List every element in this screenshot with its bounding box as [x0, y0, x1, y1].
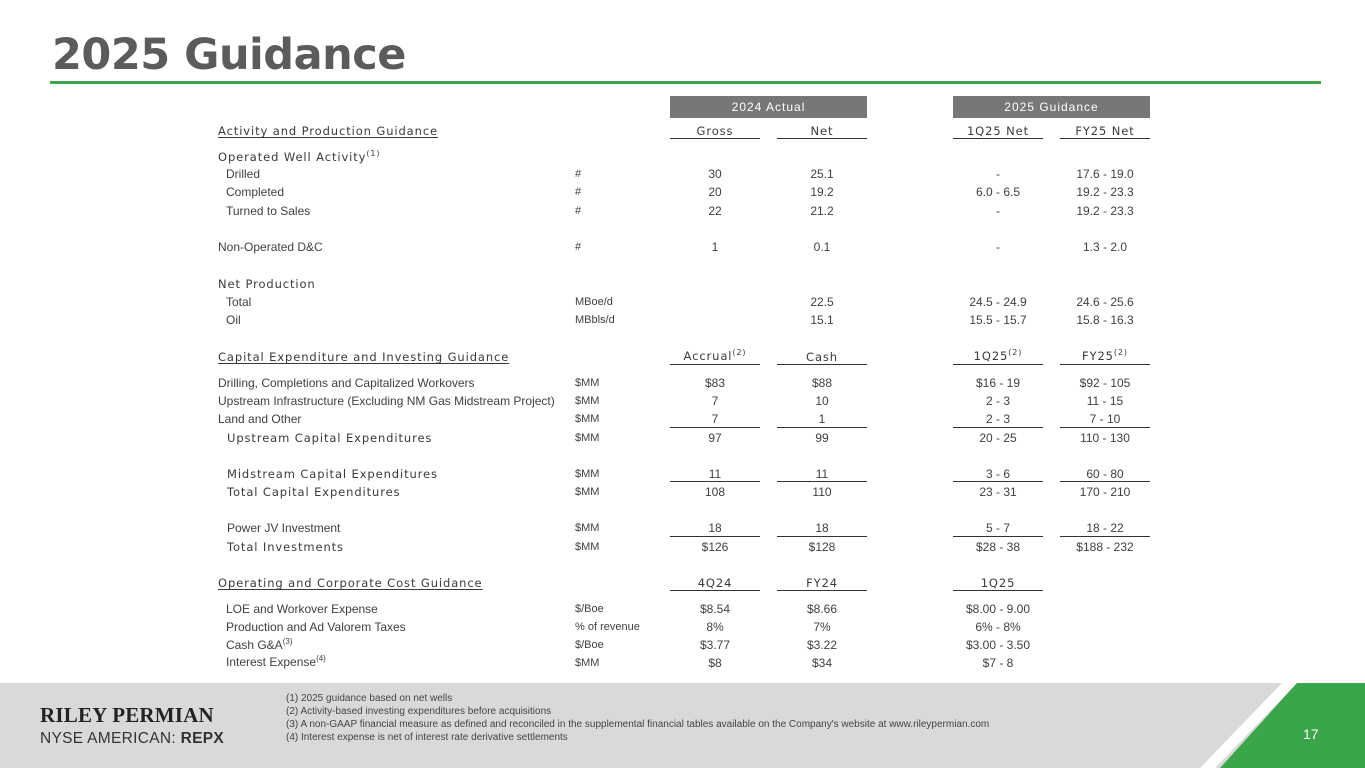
row-label: LOE and Workover Expense — [226, 602, 378, 616]
value-cash: $88 — [811, 376, 833, 390]
value-fy25: $188 - 232 — [1076, 540, 1134, 554]
row-unit: $MM — [575, 432, 600, 444]
row-label: Drilled — [226, 167, 261, 181]
row-label: Midstream Capital Expenditures — [227, 467, 438, 481]
value-1q25: 6% - 8% — [975, 620, 1021, 634]
underline — [777, 481, 867, 482]
row-label: Total Investments — [227, 540, 344, 554]
underline — [670, 536, 760, 537]
value-fy25: 7 - 10 — [1089, 412, 1121, 426]
value-gross: 20 — [708, 185, 722, 199]
row-unit: $MM — [575, 413, 600, 425]
value-net: 25.1 — [810, 167, 834, 181]
row-unit: MBbls/d — [575, 314, 615, 326]
company-logo: RILEY PERMIAN — [40, 703, 214, 727]
value-net: 22.5 — [810, 295, 834, 309]
underline — [777, 536, 867, 537]
value-1q25: 5 - 7 — [985, 521, 1010, 535]
value-accrual: $83 — [704, 376, 726, 390]
banner-2024-actual: 2024 Actual — [670, 96, 867, 118]
row-unit: # — [575, 241, 582, 253]
capex-section-header: Capital Expenditure and Investing Guidance — [218, 350, 510, 364]
value-gross: 30 — [708, 167, 722, 181]
value-cash: 18 — [815, 521, 829, 535]
row-unit: # — [575, 168, 582, 180]
value-cash: $128 — [808, 540, 836, 554]
underline — [1060, 536, 1150, 537]
row-label: Upstream Infrastructure (Excluding NM Gas Midstream Project) — [218, 394, 555, 408]
col-cash: Cash — [806, 350, 838, 364]
underline — [953, 427, 1043, 428]
col-accrual: Accrual$^{(2)}$ — [683, 348, 747, 363]
underline — [670, 481, 760, 482]
value-cash: 110 — [812, 485, 832, 499]
row-label: Non-Operated D&C — [218, 240, 323, 254]
value-fy25: 11 - 15 — [1086, 394, 1124, 408]
activity-section-header: Activity and Production Guidance — [218, 124, 439, 138]
row-unit: # — [575, 186, 582, 198]
value-cash: 99 — [815, 431, 829, 445]
value-1q25: $16 - 19 — [975, 376, 1021, 390]
row-label: Interest Expense$^{(4)}$ — [226, 654, 326, 669]
value-cash: 1 — [818, 412, 826, 426]
underline — [777, 138, 867, 139]
value-accrual: 97 — [708, 431, 722, 445]
row-unit: $MM — [575, 377, 600, 389]
value-1q25: $7 - 8 — [982, 656, 1014, 670]
value-net: 15.1 — [810, 313, 834, 327]
row-unit: # — [575, 205, 582, 217]
underline — [1060, 364, 1150, 365]
row-unit: $MM — [575, 541, 600, 553]
value-fy25: 170 - 210 — [1079, 485, 1131, 499]
value-fy25: 24.6 - 25.6 — [1076, 295, 1134, 309]
value-accrual: 11 — [708, 467, 722, 481]
row-label: Turned to Sales — [226, 204, 311, 218]
row-unit: $/Boe — [575, 639, 604, 651]
value-1q25: 2 - 3 — [985, 412, 1010, 426]
value-1q25: 24.5 - 24.9 — [969, 295, 1027, 309]
underline — [670, 364, 760, 365]
underline — [670, 138, 760, 139]
row-unit: $MM — [575, 395, 600, 407]
title-rule — [50, 81, 1321, 84]
row-unit: $MM — [575, 486, 600, 498]
ticker-label: NYSE AMERICAN: REPX — [40, 730, 225, 747]
value-gross: 22 — [708, 204, 722, 218]
value-1q25: 23 - 31 — [979, 485, 1017, 499]
value-fy25: 19.2 - 23.3 — [1076, 185, 1134, 199]
row-label: Oil — [226, 313, 241, 327]
row-label: Total Capital Expenditures — [227, 485, 401, 499]
value-1q25: 20 - 25 — [979, 431, 1017, 445]
value-1q25: - — [996, 204, 1000, 218]
page-title: 2025 Guidance — [52, 30, 406, 80]
col-fy25: FY25$^{(2)}$ — [1082, 348, 1128, 363]
value-fy24: $3.22 — [806, 638, 838, 652]
underline — [777, 364, 867, 365]
row-label: Land and Other — [218, 412, 302, 426]
row-label: Completed — [226, 185, 285, 199]
underline — [777, 590, 867, 591]
value-fy25: $92 - 105 — [1079, 376, 1131, 390]
col-1q25: 1Q25$^{(2)}$ — [973, 348, 1023, 363]
value-fy25: 19.2 - 23.3 — [1076, 204, 1134, 218]
underline — [1060, 138, 1150, 139]
underline — [953, 590, 1043, 591]
row-label: Upstream Capital Expenditures — [227, 431, 433, 445]
value-4q24: $3.77 — [699, 638, 731, 652]
underline — [953, 536, 1043, 537]
opex-section-header: Operating and Corporate Cost Guidance — [218, 576, 483, 590]
page-number: 17 — [1303, 726, 1319, 742]
value-cash: 11 — [815, 467, 829, 481]
value-net: 19.2 — [810, 185, 834, 199]
row-label: Total — [226, 295, 252, 309]
row-unit: % of revenue — [575, 621, 640, 633]
value-1q25: 15.5 - 15.7 — [969, 313, 1027, 327]
value-gross: 1 — [711, 240, 719, 254]
col-fy25-net: FY25 Net — [1075, 124, 1135, 138]
value-accrual: 7 — [711, 394, 719, 408]
col-fy24: FY24 — [806, 576, 838, 590]
value-fy25: 1.3 - 2.0 — [1082, 240, 1128, 254]
value-1q25: 3 - 6 — [985, 467, 1010, 481]
footnote: (1) 2025 guidance based on net wells — [286, 693, 453, 704]
col-1q25: 1Q25 — [980, 576, 1016, 590]
value-cash: 10 — [815, 394, 829, 408]
footnotes — [286, 692, 989, 744]
col-4q24: 4Q24 — [697, 576, 733, 590]
row-unit: $MM — [575, 657, 600, 669]
value-1q25: - — [996, 167, 1000, 181]
row-label: Cash $G\&A^{(3)}$ — [226, 637, 293, 652]
net-production-label: Net Production — [218, 277, 316, 291]
col-gross: Gross — [696, 124, 734, 138]
value-accrual: 7 — [711, 412, 719, 426]
banner-2025-guidance: 2025 Guidance — [953, 96, 1150, 118]
value-4q24: $8 — [708, 656, 722, 670]
row-unit: MBoe/d — [575, 296, 613, 308]
underline — [777, 427, 867, 428]
value-accrual: $126 — [701, 540, 729, 554]
value-1q25: - — [996, 240, 1000, 254]
row-unit: $MM — [575, 468, 600, 480]
value-fy25: 17.6 - 19.0 — [1076, 167, 1134, 181]
value-1q25: $28 - 38 — [975, 540, 1021, 554]
value-net: 21.2 — [810, 204, 834, 218]
underline — [670, 590, 760, 591]
value-fy25: 18 - 22 — [1086, 521, 1124, 535]
col-net: Net — [810, 124, 834, 138]
underline — [953, 138, 1043, 139]
value-accrual: 18 — [708, 521, 722, 535]
value-fy24: $34 — [811, 656, 833, 670]
value-1q25: 6.0 - 6.5 — [975, 185, 1021, 199]
value-1q25: $8.00 - 9.00 — [965, 602, 1031, 616]
underline — [1060, 481, 1150, 482]
row-label: Drilling, Completions and Capitalized Workovers — [218, 376, 475, 390]
row-label: Production and Ad Valorem Taxes — [226, 620, 406, 634]
underline — [670, 427, 760, 428]
value-1q25: $3.00 - 3.50 — [965, 638, 1031, 652]
footnote: (2) Activity-based investing expenditures before acquisitions — [286, 706, 552, 717]
footnote: (4) Interest expense is net of interest rate derivative settlements — [286, 732, 568, 743]
value-4q24: $8.54 — [699, 602, 731, 616]
row-unit: $MM — [575, 522, 600, 534]
value-1q25: 2 - 3 — [985, 394, 1010, 408]
col-1q25-net: 1Q25 Net — [966, 124, 1030, 138]
value-accrual: 108 — [704, 485, 726, 499]
underline — [953, 481, 1043, 482]
value-fy25: 15.8 - 16.3 — [1076, 313, 1134, 327]
underline — [1060, 427, 1150, 428]
value-net: 0.1 — [813, 240, 831, 254]
value-fy25: 60 - 80 — [1086, 467, 1124, 481]
footnote: (3) A non-GAAP financial measure as defined and reconciled in the supplemental financial tables available on the Company's website at www.rileypermian.com — [286, 719, 990, 730]
value-fy24: $8.66 — [806, 602, 838, 616]
row-label: Power JV Investment — [227, 521, 341, 535]
value-fy24: 7% — [813, 620, 831, 634]
value-fy25: 110 - 130 — [1080, 431, 1130, 445]
row-unit: $/Boe — [575, 603, 604, 615]
operated-well-activity-label: Operated Well Activity$^{(1)}$ — [218, 149, 381, 164]
value-4q24: 8% — [706, 620, 724, 634]
underline — [953, 364, 1043, 365]
